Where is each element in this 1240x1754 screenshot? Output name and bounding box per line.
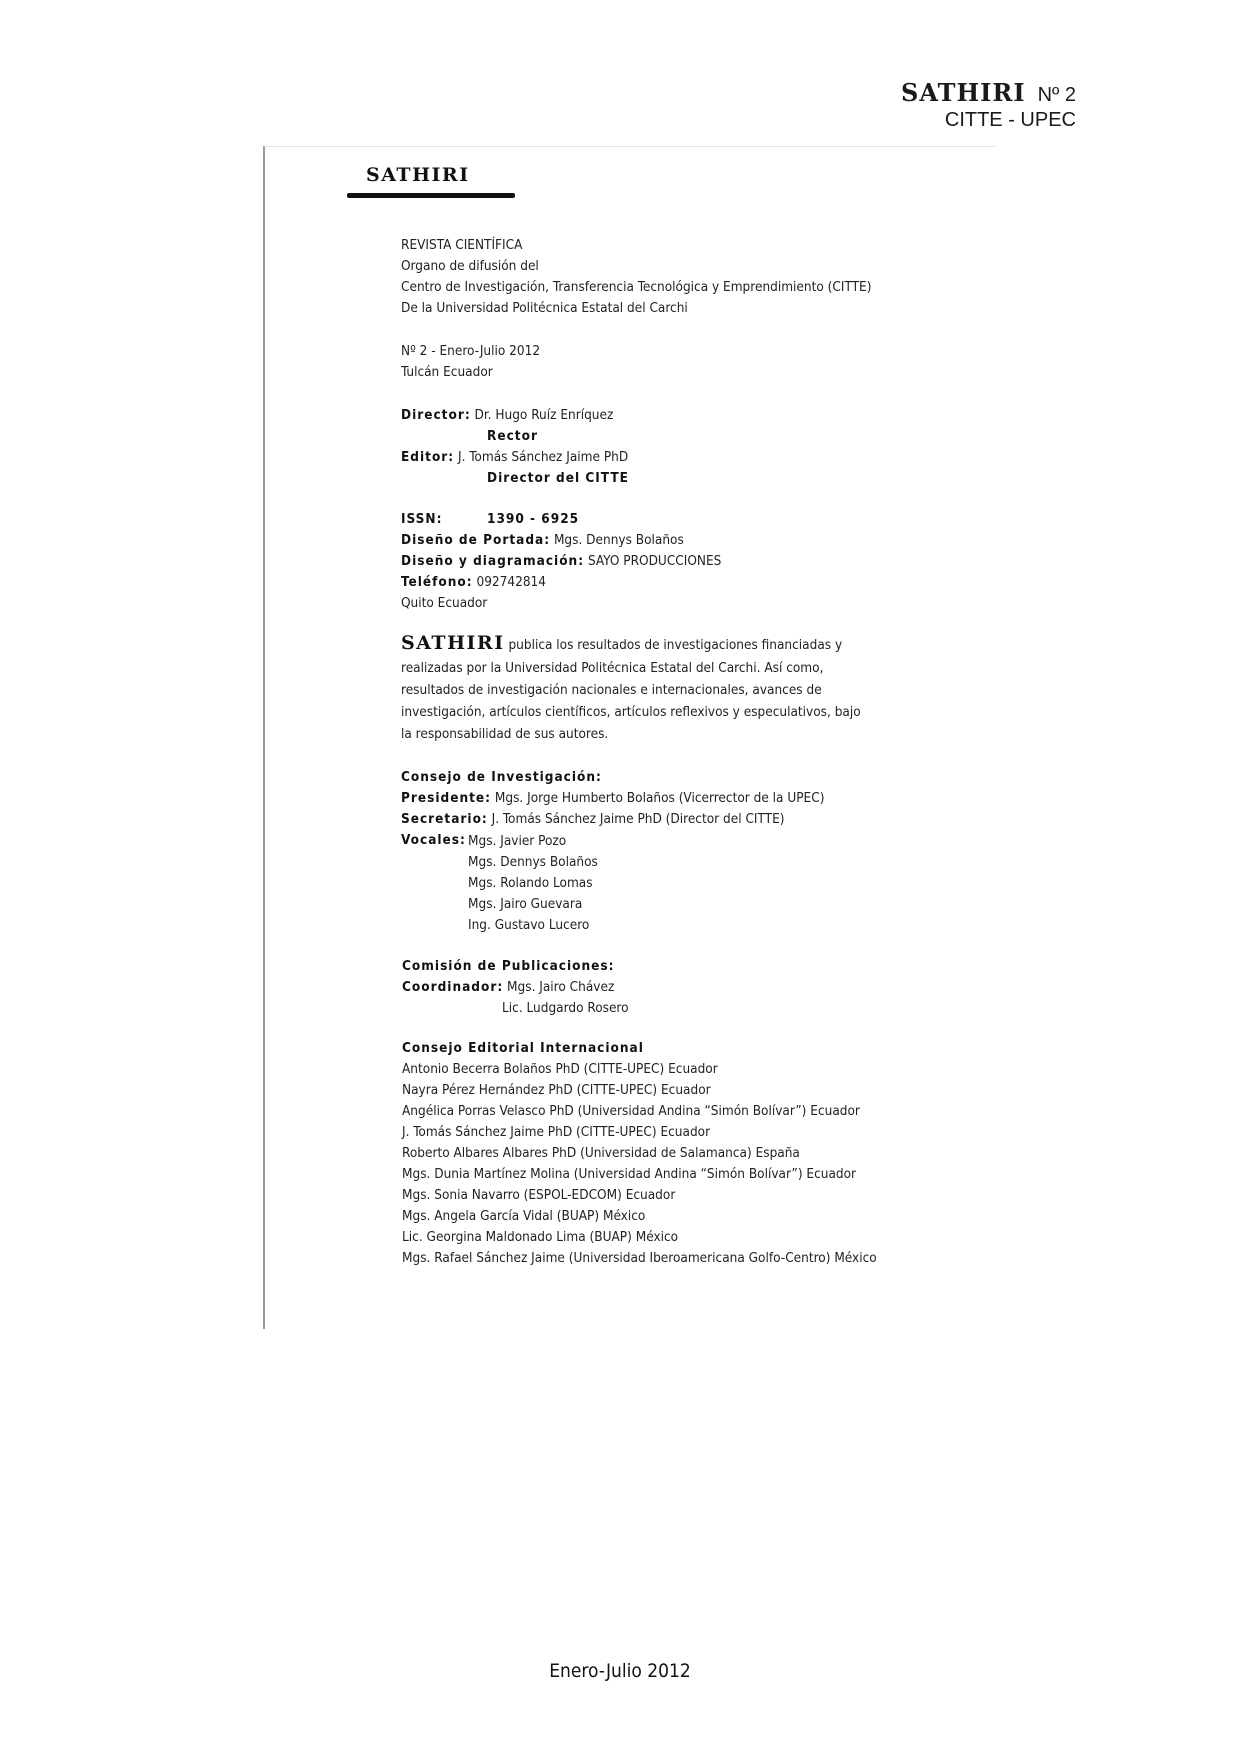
header-organization: CITTE - UPEC [944,109,1076,131]
editor-name: J. Tomás Sánchez Jaime PhD [458,449,629,465]
phone-label: Teléfono: [401,574,473,590]
issn-label: ISSN: [401,511,443,527]
header-brand: SATHIRI [900,78,1026,107]
issn-value: 1390 - 6925 [487,511,580,527]
president-value: Mgs. Jorge Humberto Bolaños (Vicerrector de la UPEC) [494,790,825,806]
coordinator-member: Lic. Ludgardo Rosero [502,1000,629,1016]
editor-label: Editor: [401,449,455,465]
issue-line: Nº 2 - Enero-Julio 2012 [401,343,541,359]
page-footer: Enero-Julio 2012 [549,1660,691,1682]
vocal-member: Mgs. Rolando Lomas [468,875,593,891]
vocal-member: Mgs. Dennys Bolaños [468,854,598,870]
director-role: Rector [487,428,538,444]
vocal-member: Mgs. Jairo Guevara [468,896,583,912]
description-line: resultados de investigación nacionales e internacionales, avances de [401,682,822,698]
description-line: realizadas por la Universidad Politécnica Estatal del Carchi. Así como, [401,660,824,676]
credits-content [265,147,995,1329]
intro-line: REVISTA CIENTÍFICA [401,237,523,253]
scanned-credits-page [263,146,995,1329]
board-member: Angélica Porras Velasco PhD (Universidad Andina “Simón Bolívar”) Ecuador [402,1103,860,1119]
phone-value: 092742814 [476,574,546,590]
commission-title: Comisión de Publicaciones: [402,958,615,974]
board-member: Lic. Georgina Maldonado Lima (BUAP) México [402,1229,679,1245]
intro-line: Centro de Investigación, Transferencia Tecnológica y Emprendimiento (CITTE) [401,279,872,295]
intro-line: Organo de difusión del [401,258,539,274]
coordinator-member: Mgs. Jairo Chávez [507,979,615,995]
director-label: Director: [401,407,471,423]
board-member: Mgs. Rafael Sánchez Jaime (Universidad Iberoamericana Golfo-Centro) México [402,1250,877,1266]
vocal-member: Ing. Gustavo Lucero [468,917,590,933]
cover-design-label: Diseño de Portada: [401,532,551,548]
board-member: Mgs. Sonia Navarro (ESPOL-EDCOM) Ecuador [402,1187,676,1203]
layout-design-label: Diseño y diagramación: [401,553,585,569]
vocal-member: Mgs. Javier Pozo [468,833,567,849]
board-member: Mgs. Dunia Martínez Molina (Universidad Andina “Simón Bolívar”) Ecuador [402,1166,857,1182]
running-header [901,78,1076,132]
vocales-label: Vocales: [401,832,466,848]
director-name: Dr. Hugo Ruíz Enríquez [474,407,614,423]
board-title: Consejo Editorial Internacional [402,1040,644,1056]
city: Quito Ecuador [401,595,488,611]
president-label: Presidente: [401,790,492,806]
description-line: investigación, artículos científicos, artículos reflexivos y especulativos, bajo [401,704,861,720]
header-issue-number: Nº 2 [1037,84,1076,106]
secretary-value: J. Tomás Sánchez Jaime PhD (Director del CITTE) [491,811,785,827]
board-member: Antonio Becerra Bolaños PhD (CITTE-UPEC) Ecuador [402,1061,718,1077]
board-member: Mgs. Angela García Vidal (BUAP) México [402,1208,646,1224]
cover-design-value: Mgs. Dennys Bolaños [553,532,684,548]
editor-role: Director del CITTE [487,470,629,486]
description-line: la responsabilidad de sus autores. [401,726,609,742]
masthead-rule [347,193,515,198]
description-brand: SATHIRI [401,632,505,654]
board-member: Nayra Pérez Hernández PhD (CITTE-UPEC) Ecuador [402,1082,711,1098]
issue-place: Tulcán Ecuador [401,364,493,380]
council-title: Consejo de Investigación: [401,769,602,785]
layout-design-value: SAYO PRODUCCIONES [587,553,722,569]
board-member: J. Tomás Sánchez Jaime PhD (CITTE-UPEC) Ecuador [402,1124,711,1140]
intro-line: De la Universidad Politécnica Estatal del Carchi [401,300,688,316]
masthead-brand: SATHIRI [366,164,470,186]
board-member: Roberto Albares Albares PhD (Universidad de Salamanca) España [402,1145,800,1161]
description-line: publica los resultados de investigaciones financiadas y [508,637,843,653]
secretary-label: Secretario: [401,811,488,827]
coordinator-label: Coordinador: [402,979,504,995]
